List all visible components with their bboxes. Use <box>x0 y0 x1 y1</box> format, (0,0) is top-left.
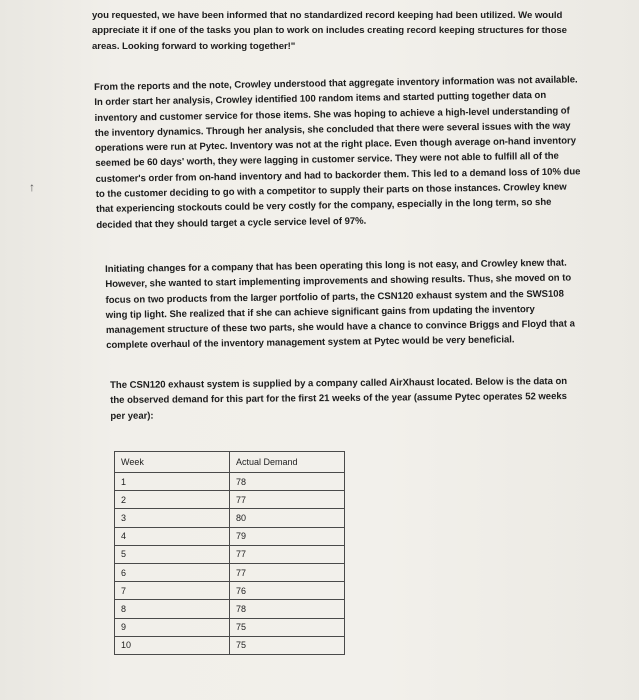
paragraph-letter-closing: you requested, we have been informed that no standardized record keeping had been utilized. We would appreciate it if one of the tasks you plan to work on includes creating record keeping structures for those areas. Looking forward to working together!" <box>92 10 567 52</box>
demand-cell: 78 <box>230 473 345 491</box>
actual-demand-column-header: Actual Demand <box>230 452 345 473</box>
table-row <box>115 509 345 527</box>
table-row <box>115 527 345 545</box>
week-cell: 3 <box>115 509 230 527</box>
week-cell: 8 <box>115 600 230 618</box>
week-cell: 7 <box>115 582 230 600</box>
table-row <box>115 473 345 491</box>
demand-cell: 75 <box>230 618 345 636</box>
demand-cell: 79 <box>230 527 345 545</box>
paragraph-initiating-changes: Initiating changes for a company that has been operating this long is not easy, and Crowley knew that. However, she wanted to start implementing improvements and showing results. Thus, she moved on to focus on two products from the larger portfolio of parts, the CSN120 exhaust system and the SWS108 wing tip light. She realized that if she can achieve significant gains from updating the inventory management structure of these two parts, she would have a chance to convince Briggs and Floyd that a complete overhaul of the inventory management system at Pytec would be very beneficial. <box>105 257 575 352</box>
week-cell: 6 <box>115 563 230 581</box>
paragraph-crowley-analysis: From the reports and the note, Crowley understood that aggregate inventory information was not available. In order start her analysis, Crowley identified 100 random items and started putting together data on inventory and customer service for those items. She was hoping to achieve a high-level understanding of the inventory dynamics. Through her analysis, she concluded that there were several issues with the way operations were run at Pytec. Inventory was not at the right place. Even though average on-hand inventory seemed be 60 days' worth, they were lagging in customer service. They were not able to fulfill all of the customer's order from on-hand inventory and had to backorder them. This led to a demand loss of 10% due to the customer deciding to go with a competitor to supply their parts on those instances. Crowley knew that experiencing stockouts could be very costly for the company, especially in the long term, so she decided that they should target a cycle service level of 97%. <box>94 74 581 231</box>
table-row <box>115 636 345 654</box>
table-row <box>115 563 345 581</box>
demand-cell: 80 <box>230 509 345 527</box>
table-row <box>115 600 345 618</box>
week-cell: 1 <box>115 473 230 491</box>
paragraph-csn120-intro: The CSN120 exhaust system is supplied by a company called AirXhaust located. Below is the data on the observed demand for this part for the first 21 weeks of the year (assume Pytec operates 52 weeks per year): <box>110 376 568 422</box>
week-cell: 9 <box>115 618 230 636</box>
table-row <box>115 545 345 563</box>
demand-cell: 77 <box>230 491 345 509</box>
demand-cell: 77 <box>230 563 345 581</box>
demand-cell: 78 <box>230 600 345 618</box>
table-row <box>115 618 345 636</box>
week-column-header: Week <box>115 452 230 473</box>
week-cell: 4 <box>115 527 230 545</box>
week-cell: 5 <box>115 545 230 563</box>
demand-cell: 77 <box>230 545 345 563</box>
margin-pen-mark: ↑ <box>29 180 35 194</box>
table-header-row <box>115 452 345 473</box>
demand-cell: 75 <box>230 636 345 654</box>
table-row <box>115 491 345 509</box>
week-cell: 2 <box>115 491 230 509</box>
demand-table <box>114 451 345 655</box>
week-cell: 10 <box>115 636 230 654</box>
demand-cell: 76 <box>230 582 345 600</box>
table-row <box>115 582 345 600</box>
